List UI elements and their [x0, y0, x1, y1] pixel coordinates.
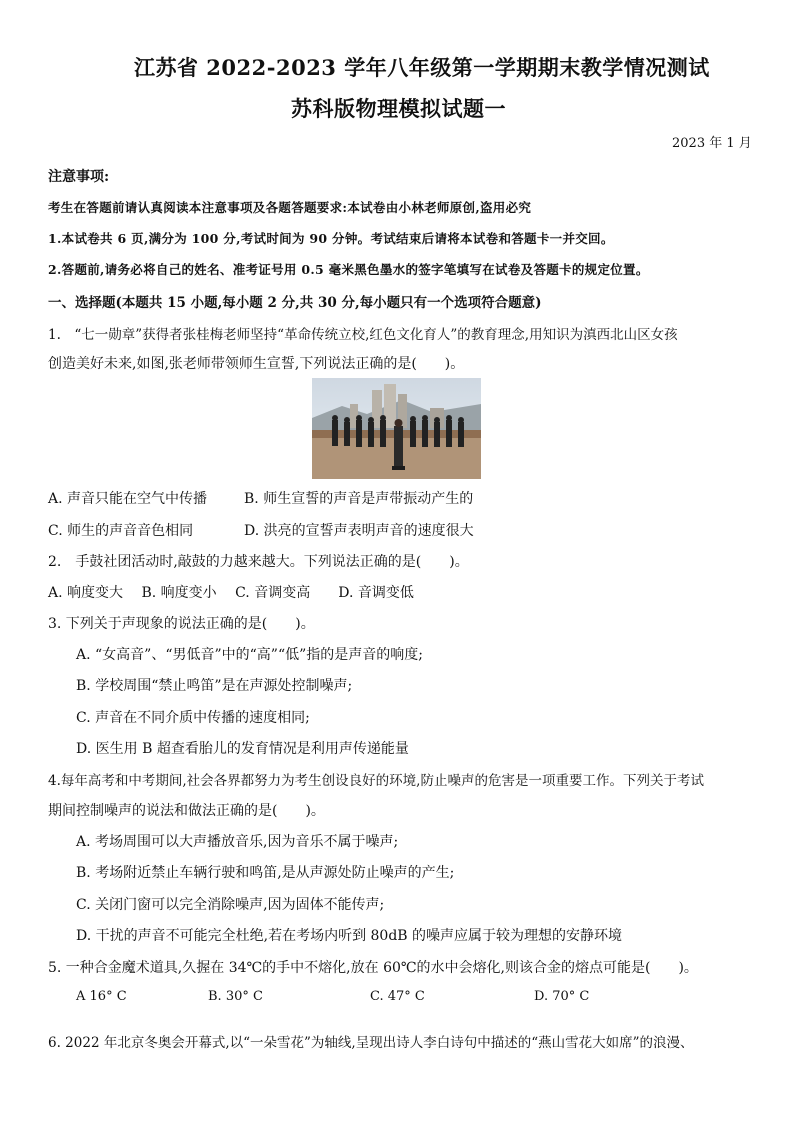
- question-3-option-a: A. “女高音”、“男低音”中的“高”“低”指的是声音的响度;: [76, 647, 423, 663]
- notice-line-3: 2.答题前,请务必将自己的姓名、准考证号用 0.5 毫米黑色墨水的签字笔填写在试卷及答题卡的规定位置。: [48, 262, 649, 277]
- notice-heading: 注意事项:: [48, 169, 110, 185]
- question-4-option-c: C. 关闭门窗可以完全消除噪声,因为固体不能传声;: [76, 897, 385, 913]
- notice-line-2: 1.本试卷共 6 页,满分为 100 分,考试时间为 90 分钟。考试结束后请将本试卷和答题卡一并交回。: [48, 231, 614, 246]
- notice-line-1: 考生在答题前请认真阅读本注意事项及各题答题要求:本试卷由小林老师原创,盗用必究: [48, 200, 532, 215]
- question-4-line-1: 4.每年高考和中考期间,社会各界都努力为考生创设良好的环境,防止噪声的危害是一项重要工作。下列关于考试: [48, 773, 704, 789]
- section-heading: 一、选择题(本题共 15 小题,每小题 2 分,共 30 分,每小题只有一个选项符合题意): [48, 295, 542, 311]
- question-1-option-d: D. 洪亮的宣誓声表明声音的速度很大: [244, 523, 474, 539]
- question-3-option-d: D. 医生用 B 超查看胎儿的发育情况是利用声传递能量: [76, 741, 409, 757]
- question-6-line-1: 6. 2022 年北京冬奥会开幕式,以“一朵雪花”为轴线,呈现出诗人李白诗句中描述的“燕山雪花大如席”的浪漫、: [48, 1035, 694, 1051]
- page-title: 江苏省 2022-2023 学年八年级第一学期期末教学情况测试: [134, 55, 710, 80]
- question-2-stem: 2. 手鼓社团活动时,敲鼓的力越来越大。下列说法正确的是( )。: [48, 554, 469, 570]
- question-5-stem: 5. 一种合金魔术道具,久握在 34℃的手中不熔化,放在 60℃的水中会熔化,则该合金的熔点可能是( )。: [48, 960, 698, 976]
- question-1-line-1: 1. “七一勋章”获得者张桂梅老师坚持“革命传统立校,红色文化育人”的教育理念,用知识为滇西北山区女孩: [48, 327, 678, 343]
- question-1-option-b: B. 师生宣誓的声音是声带振动产生的: [244, 491, 474, 507]
- question-5-option-c: C. 47° C: [370, 989, 425, 1004]
- question-3-stem: 3. 下列关于声现象的说法正确的是( )。: [48, 616, 315, 632]
- question-1-line-2: 创造美好未来,如图,张老师带领师生宣誓,下列说法正确的是( )。: [48, 356, 465, 372]
- question-5-option-a: A 16° C: [76, 989, 127, 1004]
- question-4-line-2: 期间控制噪声的说法和做法正确的是( )。: [48, 803, 325, 819]
- question-4-option-b: B. 考场附近禁止车辆行驶和鸣笛,是从声源处防止噪声的产生;: [76, 865, 455, 881]
- question-1-photo: [312, 378, 481, 479]
- question-1-option-c: C. 师生的声音音色相同: [48, 523, 194, 539]
- question-5-option-d: D. 70° C: [534, 989, 590, 1004]
- question-2-options: A. 响度变大 B. 响度变小 C. 音调变高 D. 音调变低: [48, 585, 414, 601]
- question-4-option-d: D. 干扰的声音不可能完全杜绝,若在考场内听到 80dB 的噪声应属于较为理想的安静环境: [76, 928, 623, 944]
- page-subtitle: 苏科版物理模拟试题一: [291, 96, 506, 121]
- question-3-option-c: C. 声音在不同介质中传播的速度相同;: [76, 710, 310, 726]
- question-3-option-b: B. 学校周围“禁止鸣笛”是在声源处控制噪声;: [76, 678, 353, 694]
- question-4-option-a: A. 考场周围可以大声播放音乐,因为音乐不属于噪声;: [76, 834, 399, 850]
- oath-scene-image: [312, 378, 481, 479]
- exam-date: 2023 年 1 月: [672, 136, 752, 151]
- question-1-option-a: A. 声音只能在空气中传播: [48, 491, 208, 507]
- question-5-option-b: B. 30° C: [208, 989, 263, 1004]
